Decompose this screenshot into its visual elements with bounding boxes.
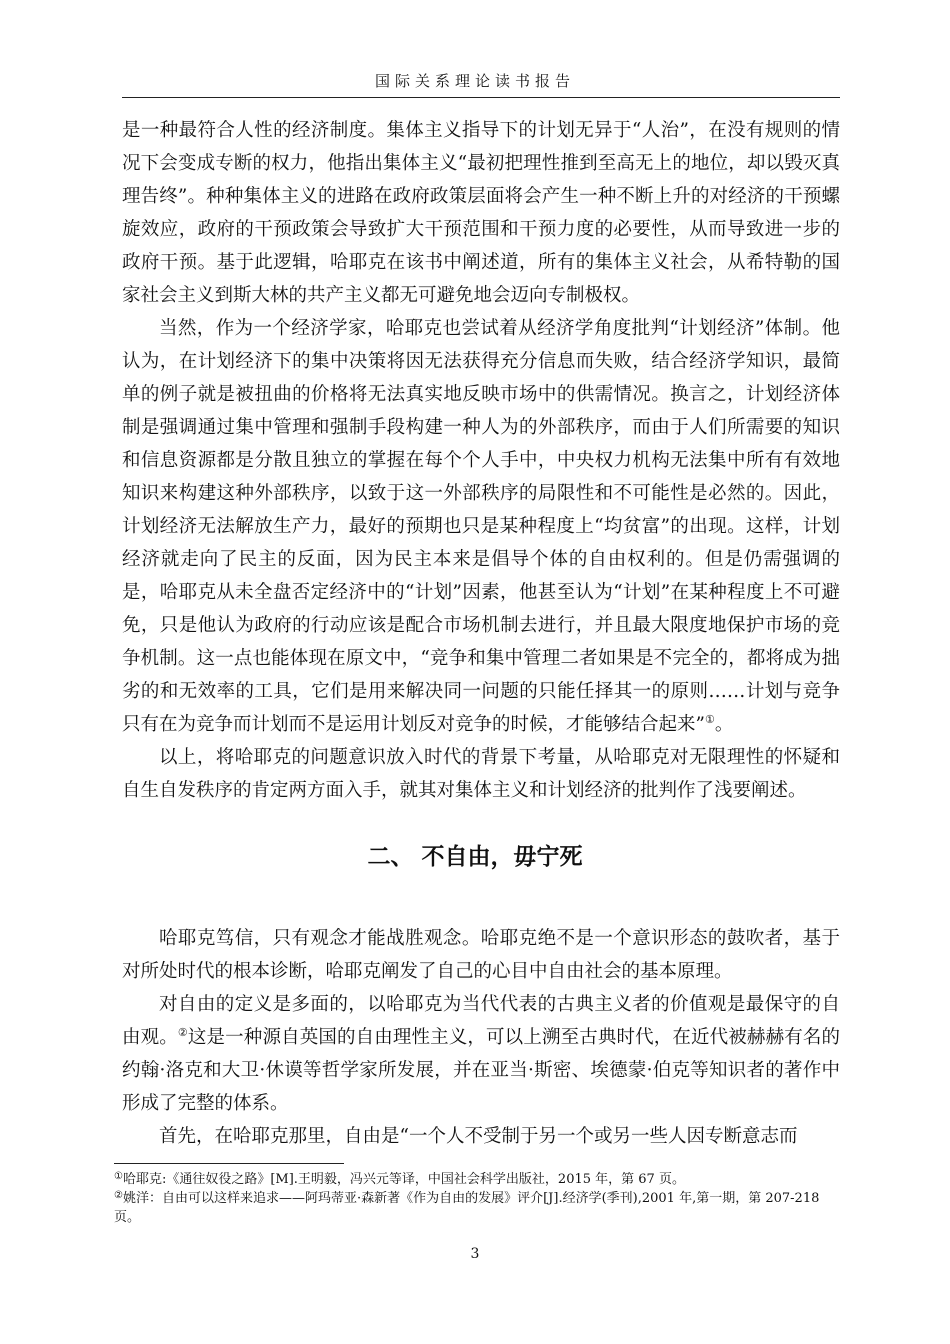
body-section-two (122, 922, 840, 1153)
paragraph-text-start: 对自由的定义是多面的，以哈耶克为当代代表的古典主义者的价值观是最保守的自由观。 (122, 994, 840, 1048)
body-section-one (122, 114, 840, 807)
footnote-1 (114, 1170, 840, 1189)
footnote-mark: ① (114, 1171, 123, 1182)
section-heading: 二、 不自由，毋宁死 (367, 844, 583, 870)
paragraph-text: 当然，作为一个经济学家，哈耶克也尝试着从经济学角度批判“计划经济”体制。他认为，在计划经济下的集中决策将因无法获得充分信息而失败，结合经济学知识，最简单的例子就是被扭曲的价格将无法真实地反映市场中的供需情况。换言之，计划经济体制是强调通过集中管理和强制手段构建一种人为的外部秩序，而由于人们所需要的知识和信息资源都是分散且独立的掌握在每个个人手中，中央权力机构无法集中所有有效地知识来构建这种外部秩序，以致于这一外部秩序的局限性和不可能性是必然的。因此，计划经济无法解放生产力，最好的预期也只是某种程度上“均贫富”的出现。这样，计划经济就走向了民主的反面，因为民主本来是倡导个体的自由权利的。但是仍需强调的是，哈耶克从未全盘否定经济中的“计划”因素，他甚至认为“计划”在某种程度上不可避免，只是他认为政府的行动应该是配合市场机制去进行，并且最大限度地保护市场的竞争机制。这一点也能体现在原文中，“竞争和集中管理二者如果是不完全的，都将成为拙劣的和无效率的工具，它们是用来解决同一问题的只能任择其一的原则……计划与竞争只有在为竞争而计划而不是运用计划反对竞争的时候，才能够结合起来” (122, 318, 840, 735)
paragraph-summary (122, 741, 840, 807)
paragraph-text: 以上，将哈耶克的问题意识放入时代的背景下考量，从哈耶克对无限理性的怀疑和自生自发秩序的肯定两方面入手，就其对集体主义和计划经济的批判作了浅要阐述。 (122, 747, 840, 801)
paragraph-ideas (122, 922, 840, 988)
footnote-ref-1[interactable]: ① (704, 713, 715, 726)
footnote-mark: ② (114, 1190, 123, 1201)
header-divider (122, 97, 840, 98)
footnotes (114, 1170, 840, 1227)
footnote-2 (114, 1189, 840, 1227)
paragraph-text: 哈耶克笃信，只有观念才能战胜观念。哈耶克绝不是一个意识形态的鼓吹者，基于对所处时代的根本诊断，哈耶克阐发了自己的心目中自由社会的基本原理。 (122, 928, 840, 982)
page-number: 3 (470, 1246, 480, 1262)
paragraph-first-point (122, 1120, 840, 1153)
paragraph-collectivism (122, 114, 840, 312)
paragraph-text: 是一种最符合人性的经济制度。集体主义指导下的计划无异于“人治”，在没有规则的情况下会变成专断的权力，他指出集体主义“最初把理性推到至高无上的地位，却以毁灭真理告终”。种种集体主义的进路在政府政策层面将会产生一种不断上升的对经济的干预螺旋效应，政府的干预政策会导致扩大干预范围和干预力度的必要性，从而导致进一步的政府干预。基于此逻辑，哈耶克在该书中阐述道，所有的集体主义社会，从希特勒的国家社会主义到斯大林的共产主义都无可避免地会迈向专制极权。 (122, 120, 840, 306)
footnote-text: 姚洋：自由可以这样来追求——阿玛蒂亚·森新著《作为自由的发展》评介[J].经济学(季刊),2001 年,第一期，第 207-218 页。 (114, 1191, 820, 1225)
paragraph-planned-economy (122, 312, 840, 741)
paragraph-text-end: 。 (714, 714, 734, 735)
paragraph-definition-of-liberty (122, 988, 840, 1120)
footnote-divider (114, 1163, 344, 1164)
footnote-ref-2[interactable]: ② (177, 1026, 188, 1039)
paragraph-text: 这是一种源自英国的自由理性主义，可以上溯至古典时代，在近代被赫赫有名的约翰·洛克和大卫·休谟等哲学家所发展，并在亚当·斯密、埃德蒙·伯克等知识者的著作中形成了完整的体系。 (122, 1027, 840, 1114)
paragraph-text: 首先，在哈耶克那里，自由是“一个人不受制于另一个或另一些人因专断意志而 (159, 1126, 798, 1147)
page-header: 国际关系理论读书报告 (374, 72, 575, 90)
footnote-text: 哈耶克:《通往奴役之路》[M].王明毅，冯兴元等译，中国社会科学出版社，2015 年，第 67 页。 (122, 1172, 685, 1187)
